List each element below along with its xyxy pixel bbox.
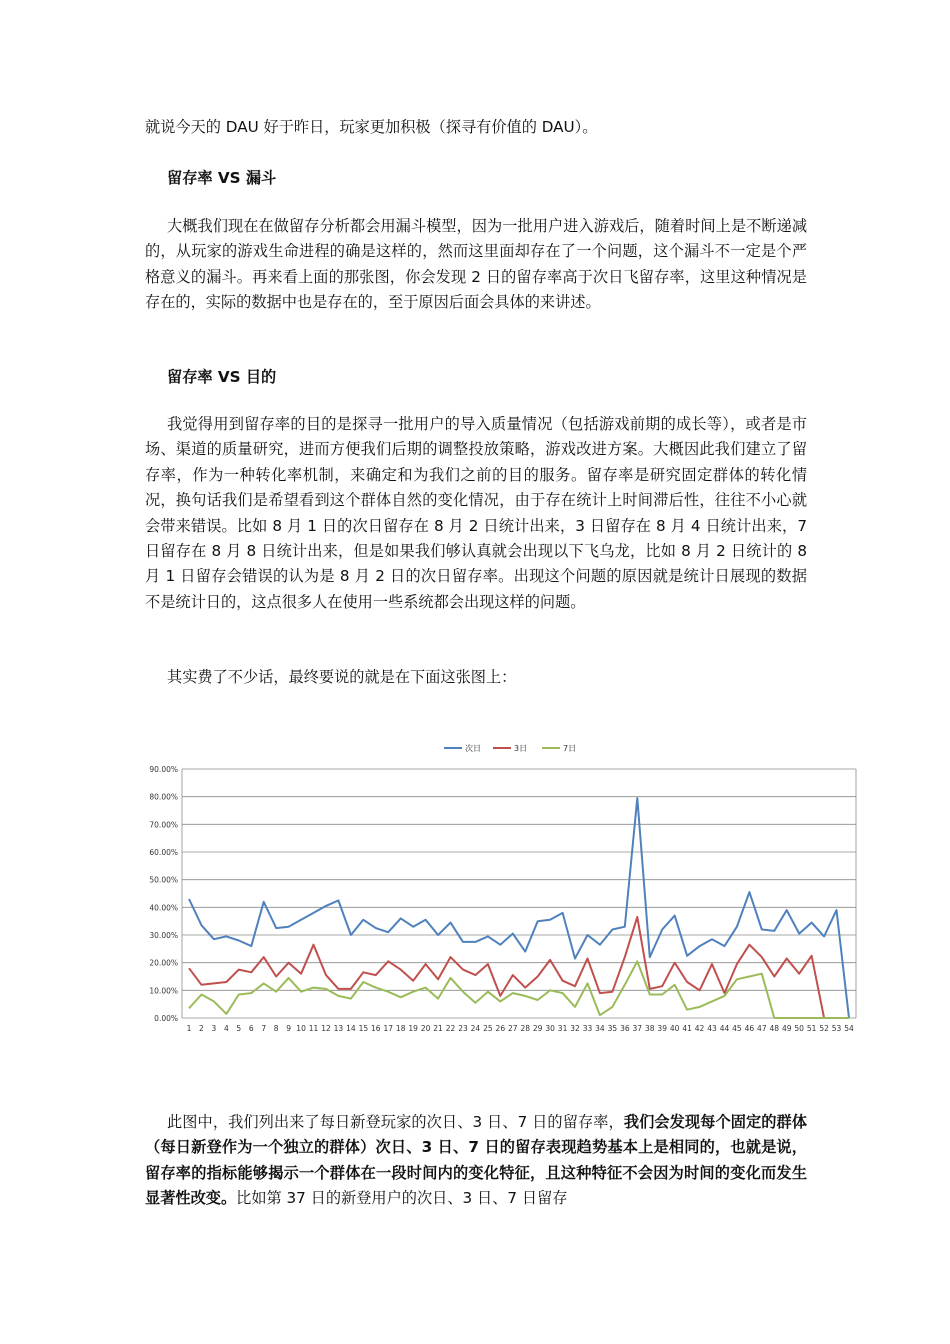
x-tick-label: 48	[769, 1024, 780, 1033]
x-tick-label: 38	[644, 1024, 655, 1033]
x-tick-label: 16	[371, 1024, 381, 1033]
y-tick-label: 30.00%	[149, 931, 178, 940]
x-tick-label: 19	[408, 1024, 418, 1033]
x-tick-label: 21	[433, 1024, 443, 1033]
x-tick-label: 22	[445, 1024, 456, 1033]
series-line	[189, 917, 849, 1018]
chart-x-ticks	[187, 1024, 854, 1033]
legend-label: 3日	[514, 744, 528, 753]
x-tick-label: 11	[308, 1024, 319, 1033]
paragraph-purpose: 我觉得用到留存率的目的是探寻一批用户的导入质量情况（包括游戏前期的成长等），或者是市场、渠道的质量研究，进而方便我们后期的调整投放策略，游戏改进方案。大概因此我们建立了留存率，作为一种转化率机制，来确定和为我们之前的目的服务。留存率是研究固定群体的转化情况，换句话我们是希望看到这个群体自然的变化情况，由于存在统计上时间滞后性，往往不小心就会带来错误。比如 8 月 1 日的次日留存在 8 月 2 日统计出来，3 日留存在 8 月 4 日统计出来，7 日留存在 8 月 8 日统计出来，但是如果我们够认真就会出现以下飞乌龙，比如 8 月 2 日统计的 8 月 1 日留存会错误的认为是 8 月 2 日的次日留存率。出现这个问题的原因就是统计日展现的数据不是统计日的，这点很多人在使用一些系统都会出现这样的问题。	[145, 415, 807, 611]
x-tick-label: 54	[844, 1024, 854, 1033]
chart-legend	[444, 743, 576, 753]
x-tick-label: 7	[261, 1024, 267, 1033]
x-tick-label: 37	[632, 1024, 643, 1033]
x-tick-label: 15	[358, 1024, 369, 1033]
conclusion-text-c: 比如第 37 日的新登用户的次日、3 日、7 日留存	[236, 1189, 568, 1208]
x-tick-label: 41	[682, 1024, 692, 1033]
x-tick-label: 25	[483, 1024, 493, 1033]
x-tick-label: 24	[470, 1024, 481, 1033]
chart-series	[189, 798, 849, 1018]
x-tick-label: 50	[794, 1024, 804, 1033]
x-tick-label: 31	[557, 1024, 568, 1033]
x-tick-label: 20	[420, 1024, 431, 1033]
x-tick-label: 17	[383, 1024, 394, 1033]
x-tick-label: 47	[757, 1024, 767, 1033]
x-tick-label: 36	[620, 1024, 630, 1033]
y-tick-label: 50.00%	[149, 875, 178, 885]
x-tick-label: 49	[781, 1024, 792, 1033]
y-tick-label: 90.00%	[149, 765, 178, 774]
x-tick-label: 6	[248, 1024, 254, 1033]
y-tick-label: 10.00%	[149, 986, 178, 996]
x-tick-label: 52	[819, 1024, 829, 1033]
x-tick-label: 13	[333, 1024, 344, 1033]
x-tick-label: 46	[744, 1024, 755, 1033]
paragraph-chart-intro: 其实费了不少话，最终要说的就是在下面这张图上：	[167, 668, 517, 686]
x-tick-label: 10	[296, 1024, 306, 1033]
x-tick-label: 26	[495, 1024, 506, 1033]
x-tick-label: 8	[273, 1024, 279, 1033]
x-tick-label: 44	[719, 1024, 730, 1033]
x-tick-label: 34	[595, 1024, 605, 1033]
paragraph-dau: 就说今天的 DAU 好于昨日，玩家更加积极（探寻有价值的 DAU）。	[145, 118, 598, 136]
x-tick-label: 14	[346, 1024, 356, 1033]
x-tick-label: 53	[831, 1024, 842, 1033]
x-tick-label: 5	[236, 1024, 242, 1033]
x-tick-label: 28	[520, 1024, 530, 1033]
paragraph-funnel: 大概我们现在在做留存分析都会用漏斗模型，因为一批用户进入游戏后，随着时间上是不断递减的，从玩家的游戏生命进程的确是这样的，然而这里面却存在了一个问题，这个漏斗不一定是个严格意义的漏斗。再来看上面的那张图，你会发现 2 日的留存率高于次日飞留存率，这里这种情况是存在的，实际的数据中也是存在的，至于原因后面会具体的来讲述。	[145, 217, 807, 312]
section-heading-purpose: 留存率 VS 目的	[167, 368, 277, 386]
x-tick-label: 39	[657, 1024, 667, 1033]
x-tick-label: 29	[532, 1024, 543, 1033]
x-tick-label: 1	[186, 1024, 192, 1033]
x-tick-label: 2	[199, 1024, 204, 1033]
x-tick-label: 3	[211, 1024, 217, 1033]
section-heading-funnel: 留存率 VS 漏斗	[167, 169, 277, 187]
x-tick-label: 18	[395, 1024, 406, 1033]
y-tick-label: 60.00%	[149, 848, 178, 857]
y-tick-label: 40.00%	[149, 903, 178, 913]
y-tick-label: 70.00%	[149, 820, 178, 830]
conclusion-text-bold: 我们会发现每个固定的群体（每日新登作为一个独立的群体）次日、3 日、7 日的留存表现趋势基本上是相同的，也就是说，留存率的指标能够揭示一个群体在一段时间内的变化特征，且这种特征不会因为时间的变化而发生显著性改变。	[145, 1113, 808, 1208]
retention-line-chart	[140, 735, 870, 1045]
x-tick-label: 4	[223, 1024, 229, 1033]
conclusion-text-a: 此图中，我们列出来了每日新登玩家的次日、3 日、7 日的留存率，	[167, 1113, 624, 1131]
x-tick-label: 43	[707, 1024, 717, 1033]
legend-label: 7日	[563, 744, 577, 753]
y-tick-label: 80.00%	[149, 792, 178, 802]
x-tick-label: 9	[286, 1024, 292, 1033]
x-tick-label: 35	[607, 1024, 618, 1033]
x-tick-label: 51	[806, 1024, 817, 1033]
x-tick-label: 40	[669, 1024, 680, 1033]
x-tick-label: 32	[570, 1024, 580, 1033]
x-tick-label: 23	[458, 1024, 468, 1033]
x-tick-label: 45	[732, 1024, 742, 1033]
x-tick-label: 33	[582, 1024, 593, 1033]
x-tick-label: 30	[545, 1024, 555, 1033]
series-line	[189, 798, 849, 1018]
paragraph-conclusion	[145, 1110, 807, 1212]
y-tick-label: 0.00%	[154, 1014, 178, 1023]
x-tick-label: 27	[508, 1024, 518, 1033]
x-tick-label: 12	[321, 1024, 331, 1033]
series-line	[189, 961, 849, 1018]
chart-y-ticks	[149, 765, 178, 1023]
legend-label: 次日	[465, 744, 481, 753]
y-tick-label: 20.00%	[149, 958, 178, 968]
x-tick-label: 42	[694, 1024, 705, 1033]
